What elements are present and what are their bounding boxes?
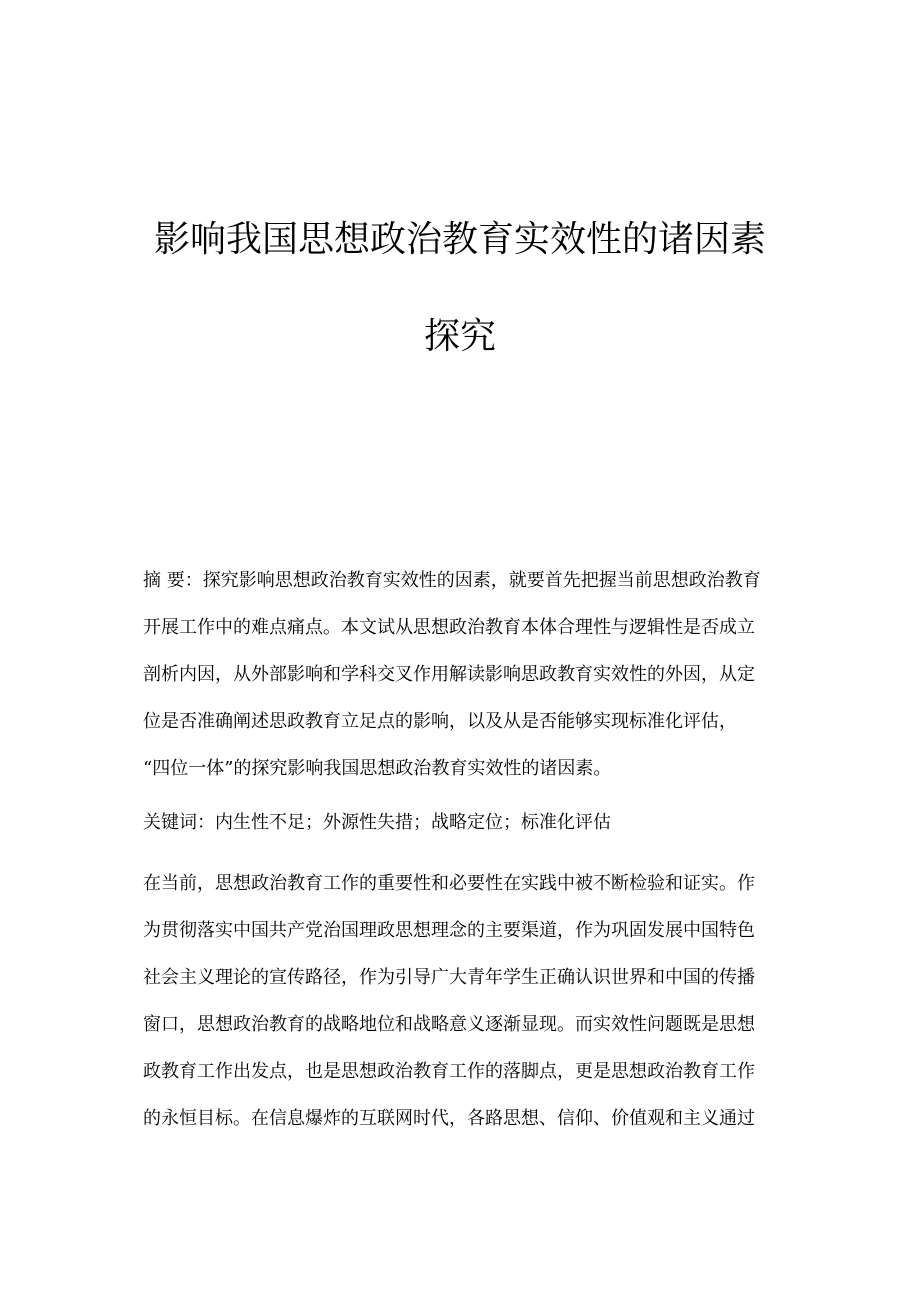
body-line: 社会主义理论的宣传路径，作为引导广大青年学生正确认识世界和中国的传播 xyxy=(143,967,755,988)
abstract-line: 开展工作中的难点痛点。本文试从思想政治教育本体合理性与逻辑性是否成立 xyxy=(143,617,755,638)
document-title-line-1: 影响我国思想政治教育实效性的诸因素 xyxy=(153,219,766,260)
body-line: 为贯彻落实中国共产党治国理政思想理念的主要渠道，作为巩固发展中国特色 xyxy=(143,920,755,941)
abstract-line: “四位一体”的探究影响我国思想政治教育实效性的诸因素。 xyxy=(143,758,612,779)
abstract-line: 位是否准确阐述思政教育立足点的影响，以及从是否能够实现标准化评估， xyxy=(143,711,737,732)
keywords-line: 关键词：内生性不足；外源性失措；战略定位；标准化评估 xyxy=(143,812,611,833)
body-line: 政教育工作出发点，也是思想政治教育工作的落脚点，更是思想政治教育工作 xyxy=(143,1061,755,1082)
abstract-line: 剖析内因，从外部影响和学科交叉作用解读影响思政教育实效性的外因，从定 xyxy=(143,664,755,685)
body-line: 窗口，思想政治教育的战略地位和战略意义逐渐显现。而实效性问题既是思想 xyxy=(143,1014,755,1035)
body-line: 在当前，思想政治教育工作的重要性和必要性在实践中被不断检验和证实。作 xyxy=(143,873,755,894)
body-line: 的永恒目标。在信息爆炸的互联网时代，各路思想、信仰、价值观和主义通过 xyxy=(143,1108,755,1129)
document-title-line-2: 探究 xyxy=(423,316,496,357)
abstract-line: 摘 要：探究影响思想政治教育实效性的因素，就要首先把握当前思想政治教育 xyxy=(143,570,761,591)
